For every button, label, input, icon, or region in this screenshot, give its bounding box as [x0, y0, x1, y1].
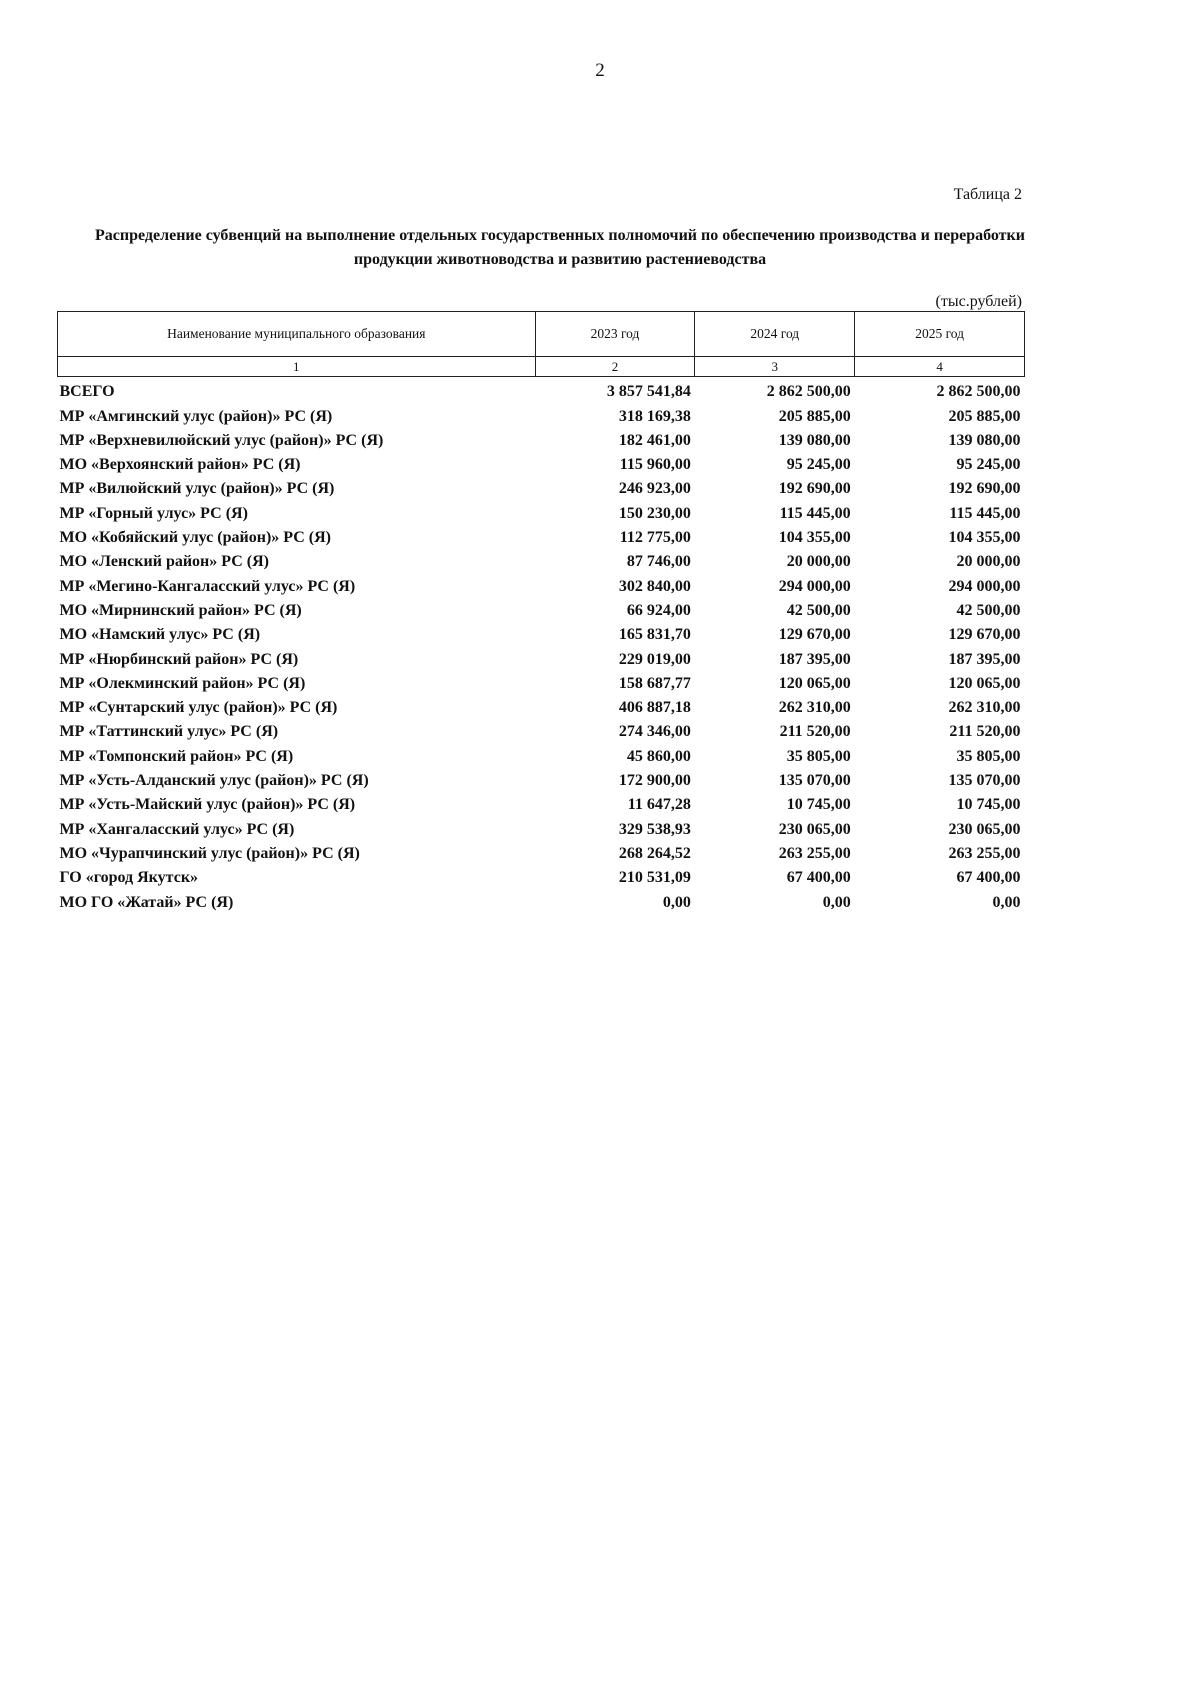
document-title: Распределение субвенций на выполнение отдельных государственных полномочий по обеспечению производства и переработки продукции животноводства и развитию растениеводства	[95, 227, 1025, 268]
column-number: 1	[58, 357, 536, 377]
value-2023-cell: 406 887,18	[618, 699, 691, 717]
table-row	[58, 839, 1025, 863]
table-row	[58, 474, 1025, 498]
municipality-name-cell: МР «Усть-Майский улус (район)» РС (Я)	[59, 796, 356, 814]
municipality-name-cell: МО «Кобяйский улус (район)» РС (Я)	[59, 529, 331, 547]
table-body	[58, 377, 1025, 912]
municipality-name-cell: МР «Сунтарский улус (район)» РС (Я)	[59, 699, 338, 717]
value-2023-cell: 45 860,00	[626, 747, 691, 765]
page-number: 2	[595, 60, 605, 81]
value-2025-cell: 42 500,00	[956, 601, 1021, 619]
value-2024-cell: 187 395,00	[778, 650, 851, 668]
value-2024-cell: 129 670,00	[778, 626, 851, 644]
value-2023-cell: 172 900,00	[618, 772, 691, 790]
table-row	[58, 741, 1025, 765]
table-row	[58, 887, 1025, 911]
municipality-name-cell: МР «Усть-Алданский улус (район)» РС (Я)	[59, 772, 369, 790]
municipality-name-cell: МО «Ленский район» РС (Я)	[59, 553, 270, 571]
units-label: (тыс.рублей)	[935, 293, 1022, 310]
municipality-name-cell: МР «Вилюйский улус (район)» РС (Я)	[59, 480, 335, 498]
table-row	[58, 523, 1025, 547]
value-2024-cell: 42 500,00	[786, 601, 851, 619]
value-2024-cell: 20 000,00	[786, 553, 851, 571]
value-2024-cell: 135 070,00	[778, 772, 851, 790]
value-2023-cell: 274 346,00	[618, 723, 691, 741]
municipality-name-cell: МР «Нюрбинский район» РС (Я)	[59, 650, 299, 668]
municipality-name-cell: МО «Мирнинский район» РС (Я)	[59, 601, 302, 619]
table-row	[58, 450, 1025, 474]
table-row	[58, 863, 1025, 887]
value-2024-cell: 120 065,00	[778, 674, 851, 692]
value-2024-cell: 294 000,00	[778, 577, 851, 595]
value-2025-cell: 120 065,00	[948, 674, 1021, 692]
table-row	[58, 644, 1025, 668]
value-2023-cell: 11 647,28	[627, 796, 691, 814]
municipality-name-cell: ВСЕГО	[59, 383, 115, 401]
column-number: 3	[695, 357, 855, 377]
value-2025-cell: 211 520,00	[949, 723, 1021, 741]
municipality-name-cell: МР «Амгинский улус (район)» РС (Я)	[59, 407, 333, 425]
value-2024-cell: 10 745,00	[786, 796, 851, 814]
value-2023-cell: 87 746,00	[626, 553, 691, 571]
column-number: 4	[855, 357, 1025, 377]
value-2024-cell: 104 355,00	[778, 529, 851, 547]
value-2023-cell: 182 461,00	[618, 431, 691, 449]
value-2024-cell: 262 310,00	[778, 699, 851, 717]
table-row	[58, 401, 1025, 425]
value-2023-cell: 318 169,38	[618, 407, 691, 425]
value-2023-cell: 329 538,93	[618, 820, 691, 838]
value-2023-cell: 115 960,00	[619, 456, 691, 474]
value-2024-cell: 35 805,00	[786, 747, 851, 765]
value-2024-cell: 115 445,00	[779, 504, 851, 522]
table-row	[58, 669, 1025, 693]
municipality-name-cell: МР «Олекминский район» РС (Я)	[59, 674, 306, 692]
value-2025-cell: 20 000,00	[956, 553, 1021, 571]
value-2025-cell: 129 670,00	[948, 626, 1021, 644]
value-2025-cell: 95 245,00	[956, 456, 1021, 474]
table-label: Таблица 2	[953, 186, 1022, 203]
municipality-name-cell: МО «Чурапчинский улус (район)» РС (Я)	[59, 844, 360, 862]
value-2025-cell: 35 805,00	[956, 747, 1021, 765]
municipality-name-cell: ГО «город Якутск»	[59, 869, 199, 887]
municipality-name-cell: МР «Мегино-Кангаласский улус» РС (Я)	[59, 577, 356, 595]
table-row	[58, 693, 1025, 717]
table-row	[58, 426, 1025, 450]
value-2023-cell: 246 923,00	[618, 480, 691, 498]
value-2024-cell: 230 065,00	[778, 820, 851, 838]
value-2024-cell: 263 255,00	[778, 844, 851, 862]
municipality-name-cell: МР «Таттинский улус» РС (Я)	[59, 723, 279, 741]
value-2023-cell: 66 924,00	[626, 601, 691, 619]
value-2023-cell: 158 687,77	[618, 674, 691, 692]
table-row	[58, 766, 1025, 790]
municipality-name-cell: МР «Горный улус» РС (Я)	[59, 504, 248, 522]
value-2024-cell: 205 885,00	[778, 407, 851, 425]
value-2025-cell: 135 070,00	[948, 772, 1021, 790]
value-2025-cell: 230 065,00	[948, 820, 1021, 838]
column-number: 2	[535, 357, 695, 377]
column-number-row	[58, 357, 1025, 377]
value-2025-cell: 192 690,00	[948, 480, 1021, 498]
total-row	[58, 377, 1025, 402]
value-2025-cell: 67 400,00	[956, 869, 1021, 887]
value-2025-cell: 205 885,00	[948, 407, 1021, 425]
value-2023-cell: 165 831,70	[618, 626, 691, 644]
municipality-name-cell: МО ГО «Жатай» РС (Я)	[59, 893, 234, 911]
value-2023-cell: 112 775,00	[619, 529, 691, 547]
table-row	[58, 790, 1025, 814]
value-2023-cell: 0,00	[662, 893, 691, 911]
value-2024-cell: 95 245,00	[786, 456, 851, 474]
subsidy-table	[57, 311, 1025, 912]
table-row	[58, 571, 1025, 595]
value-2025-cell: 104 355,00	[948, 529, 1021, 547]
table-row	[58, 498, 1025, 522]
value-2025-cell: 263 255,00	[948, 844, 1021, 862]
value-2025-cell: 2 862 500,00	[936, 383, 1021, 401]
value-2025-cell: 0,00	[992, 893, 1021, 911]
value-2025-cell: 139 080,00	[948, 431, 1021, 449]
value-2024-cell: 2 862 500,00	[766, 383, 851, 401]
header-municipality: Наименование муниципального образования	[58, 312, 536, 357]
value-2024-cell: 139 080,00	[778, 431, 851, 449]
value-2024-cell: 0,00	[822, 893, 851, 911]
value-2023-cell: 268 264,52	[618, 844, 691, 862]
value-2024-cell: 67 400,00	[786, 869, 851, 887]
value-2023-cell: 229 019,00	[618, 650, 691, 668]
municipality-name-cell: МО «Намский улус» РС (Я)	[59, 626, 261, 644]
table-row	[58, 547, 1025, 571]
table-row	[58, 620, 1025, 644]
value-2024-cell: 192 690,00	[778, 480, 851, 498]
value-2023-cell: 302 840,00	[618, 577, 691, 595]
table-row	[58, 717, 1025, 741]
table-row	[58, 596, 1025, 620]
header-2025: 2025 год	[855, 312, 1025, 357]
value-2025-cell: 115 445,00	[949, 504, 1021, 522]
municipality-name-cell: МО «Верхоянский район» РС (Я)	[59, 456, 301, 474]
municipality-name-cell: МР «Верхневилюйский улус (район)» РС (Я)	[59, 431, 384, 449]
value-2025-cell: 294 000,00	[948, 577, 1021, 595]
value-2023-cell: 150 230,00	[618, 504, 691, 522]
header-2024: 2024 год	[695, 312, 855, 357]
table-row	[58, 814, 1025, 838]
table-header-row	[58, 312, 1025, 357]
value-2024-cell: 211 520,00	[779, 723, 851, 741]
value-2025-cell: 187 395,00	[948, 650, 1021, 668]
header-2023: 2023 год	[535, 312, 695, 357]
municipality-name-cell: МР «Хангаласский улус» РС (Я)	[59, 820, 295, 838]
value-2023-cell: 3 857 541,84	[606, 383, 691, 401]
municipality-name-cell: МР «Томпонский район» РС (Я)	[59, 747, 294, 765]
value-2025-cell: 262 310,00	[948, 699, 1021, 717]
value-2025-cell: 10 745,00	[956, 796, 1021, 814]
value-2023-cell: 210 531,09	[618, 869, 691, 887]
